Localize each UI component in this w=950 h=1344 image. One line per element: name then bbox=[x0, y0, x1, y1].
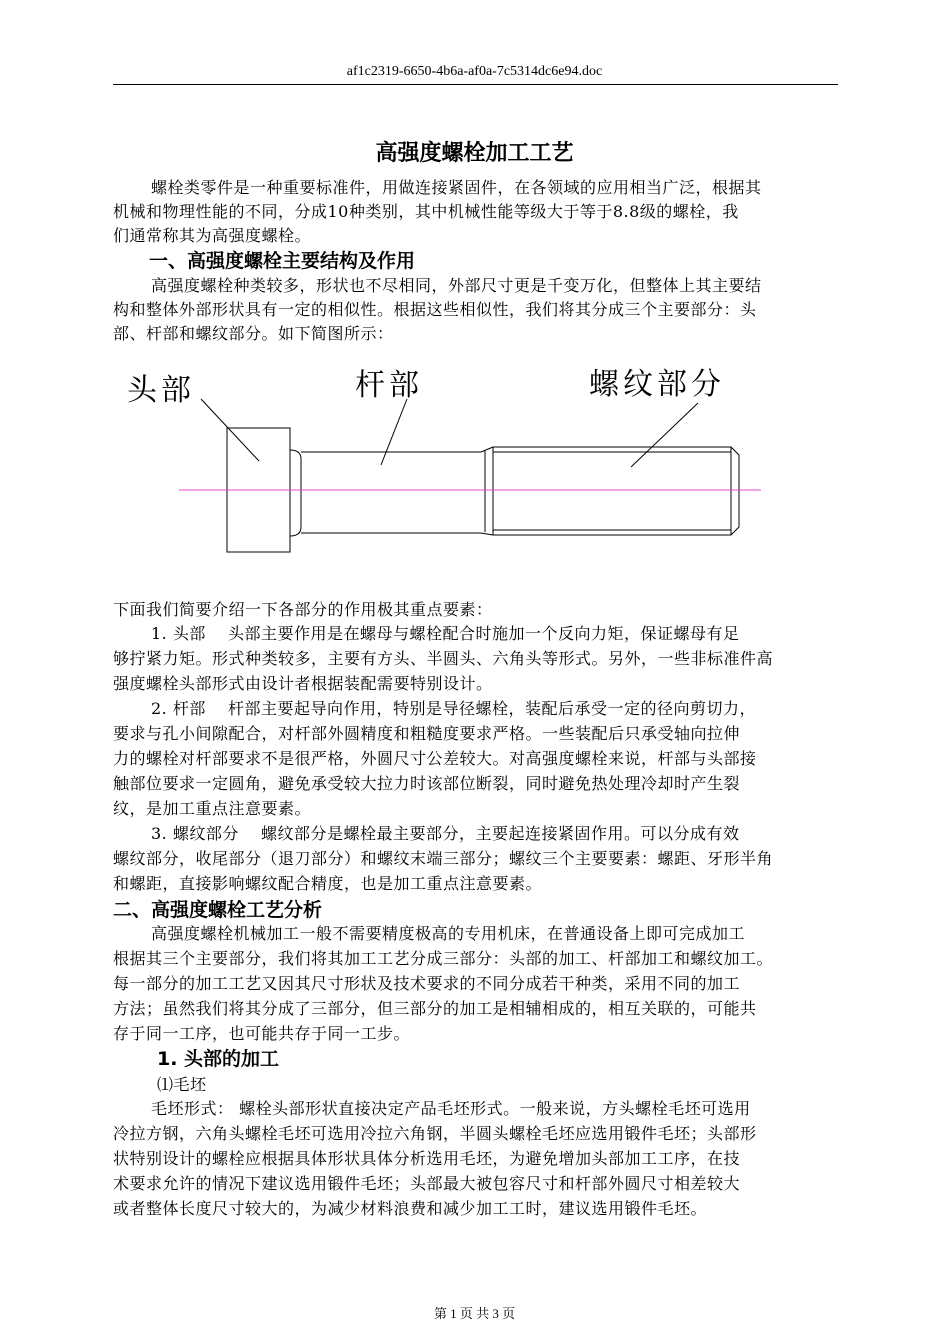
item1-line-3: 强度螺栓头部形式由设计者根据装配需要特别设计。 bbox=[113, 674, 493, 693]
bolt-diagram bbox=[113, 355, 838, 570]
leader-thread bbox=[631, 403, 698, 467]
item2-line-3: 力的螺栓对杆部要求不是很严格，外圆尺寸公差较大。对高强度螺栓来说，杆部与头部接 bbox=[113, 749, 757, 768]
section2-line-3: 每一部分的加工工艺又因其尺寸形状及技术要求的不同分成若干种类，采用不同的加工 bbox=[113, 974, 741, 993]
section1-line-1: 高强度螺栓种类较多，形状也不尽相同，外部尺寸更是千变万化，但整体上其主要结 bbox=[151, 276, 762, 295]
sub1-line-2: 冷拉方钢，六角头螺栓毛坯可选用冷拉六角钢，半圆头螺栓毛坯应选用锻件毛坯；头部形 bbox=[113, 1124, 757, 1143]
section2-heading: 二、高强度螺栓工艺分析 bbox=[113, 899, 323, 921]
item2-line-1: 2. 杆部 杆部主要起导向作用，特别是导径螺栓，装配后承受一定的径向剪切力， bbox=[151, 699, 756, 718]
page-footer: 第 1 页 共 3 页 bbox=[433, 1306, 516, 1321]
document-header: af1c2319-6650-4b6a-af0a-7c5314dc6e94.doc bbox=[346, 64, 603, 79]
page-title: 高强度螺栓加工工艺 bbox=[375, 141, 574, 166]
section2-line-2: 根据其三个主要部分，我们将其加工工艺分成三部分：头部的加工、杆部加工和螺纹加工。 bbox=[113, 949, 774, 968]
label-head: 头部 bbox=[127, 373, 195, 408]
leader-head bbox=[201, 399, 259, 461]
item2-line-5: 纹，是加工重点注意要素。 bbox=[113, 799, 312, 818]
header-rule bbox=[113, 84, 838, 85]
leader-shank bbox=[381, 399, 407, 465]
head-fillet bbox=[290, 450, 301, 536]
intro-line-3: 们通常称其为高强度螺栓。 bbox=[113, 226, 312, 245]
sub1-heading: 1. 头部的加工 bbox=[157, 1048, 280, 1070]
sub1-line-5: 或者整体长度尺寸较大的，为减少材料浪费和减少加工工时，建议选用锻件毛坯。 bbox=[113, 1199, 708, 1218]
sub1-item: ⑴毛坯 bbox=[157, 1075, 207, 1094]
sub1-line-4: 术要求允许的情况下建议选用锻件毛坯；头部最大被包容尺寸和杆部外圆尺寸相差较大 bbox=[113, 1174, 741, 1193]
item2-line-4: 触部位要求一定圆角，避免承受较大拉力时该部位断裂，同时避免热处理冷却时产生裂 bbox=[113, 774, 741, 793]
section1-line-3: 部、杆部和螺纹部分。如下简图所示： bbox=[113, 324, 394, 343]
parts-lead: 下面我们简要介绍一下各部分的作用极其重点要素： bbox=[113, 600, 493, 619]
item1-line-1: 1. 头部 头部主要作用是在螺母与螺栓配合时施加一个反向力矩，保证螺母有足 bbox=[151, 624, 740, 643]
sub1-line-1: 毛坯形式： 螺栓头部形状直接决定产品毛坯形式。一般来说，方头螺栓毛坯可选用 bbox=[151, 1099, 751, 1118]
item1-line-2: 够拧紧力矩。形式种类较多，主要有方头、半圆头、六角头等形式。另外，一些非标准件高 bbox=[113, 649, 774, 668]
label-shank: 杆部 bbox=[355, 368, 423, 403]
section2-line-1: 高强度螺栓机械加工一般不需要精度极高的专用机床，在普通设备上即可完成加工 bbox=[151, 924, 746, 943]
sub1-line-3: 状特别设计的螺栓应根据具体形状具体分析选用毛坯，为避免增加头部加工工序，在技 bbox=[113, 1149, 741, 1168]
item2-line-2: 要求与孔小间隙配合，对杆部外圆精度和粗糙度要求严格。一些装配后只承受轴向拉伸 bbox=[113, 724, 741, 743]
label-thread: 螺纹部分 bbox=[589, 367, 725, 402]
intro-line-1: 螺栓类零件是一种重要标准件，用做连接紧固件，在各领域的应用相当广泛，根据其 bbox=[151, 178, 762, 197]
intro-line-2: 机械和物理性能的不同，分成10种类别，其中机械性能等级大于等于8.8级的螺栓，我 bbox=[113, 202, 739, 221]
section2-line-4: 方法；虽然我们将其分成了三部分，但三部分的加工是相辅相成的，相互关联的，可能共 bbox=[113, 999, 757, 1018]
item3-line-3: 和螺距，直接影响螺纹配合精度，也是加工重点注意要素。 bbox=[113, 874, 543, 893]
item3-line-2: 螺纹部分，收尾部分（退刀部分）和螺纹末端三部分；螺纹三个主要要素：螺距、牙形半角 bbox=[113, 849, 774, 868]
thread-outline bbox=[481, 447, 739, 535]
item3-line-1: 3. 螺纹部分 螺纹部分是螺栓最主要部分，主要起连接紧固作用。可以分成有效 bbox=[151, 824, 740, 843]
section1-heading: 一、高强度螺栓主要结构及作用 bbox=[149, 250, 416, 272]
section2-line-5: 存于同一工序，也可能共存于同一工步。 bbox=[113, 1024, 411, 1043]
section1-line-2: 构和整体外部形状具有一定的相似性。根据这些相似性，我们将其分成三个主要部分：头 bbox=[113, 300, 757, 319]
